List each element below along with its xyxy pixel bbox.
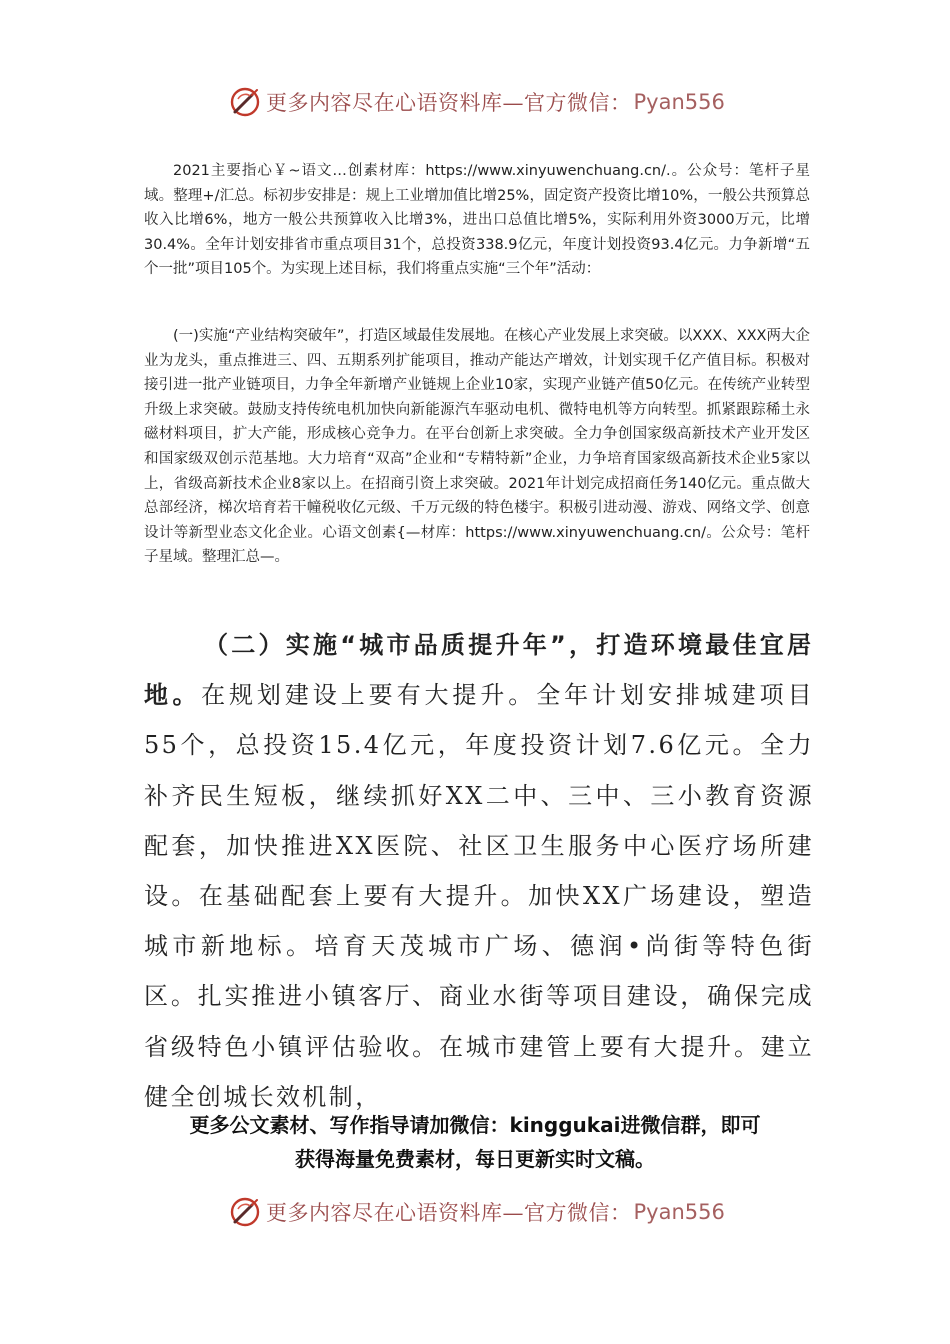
- section-two-heading: （二）实施“城市品质提升年”，打造环境最佳宜居地。: [144, 631, 814, 710]
- wechat-id: Pyan556: [633, 90, 725, 114]
- section-two-body: 在规划建设上要有大提升。全年计划安排城建项目55个，总投资15.4亿元，年度投资计划7.6亿元。全力补齐民生短板，继续抓好XX二中、三中、三小教育资源配套，加快推进XX医院、社区卫生服务中心医疗场所建设。在基础配套上要有大提升。加快XX广场建设，塑造城市新地标。培育天茂城市广场、德润•尚街等特色街区。扎实推进小镇客厅、商业水街等项目建设，确保完成省级特色小镇评估验收。在城市建管上要有大提升。建立健全创城长效机制，: [144, 681, 814, 1111]
- promo-line-2: 获得海量免费素材，每日更新实时文稿。: [295, 1147, 655, 1171]
- footer-banner: [0, 1192, 950, 1232]
- header-banner: [0, 82, 950, 122]
- wechat-id: Pyan556: [633, 1200, 725, 1224]
- pen-logo-icon: [228, 85, 262, 119]
- promo-block: [130, 1108, 820, 1176]
- intro-paragraph: 2021主要指心￥~语文…创素材库：https://www.xinyuwenchuang.cn/.。公众号：笔杆子星域。整理+/汇总。标初步安排是：规上工业增加值比增25%，固定资产投资比增10%，一般公共预算总收入比增6%，地方一般公共预算收入比增3%，进出口总值比增5%，实际利用外资3000万元，比增30.4%。全年计划安排省市重点项目31个，总投资338.9亿元，年度计划投资93.4亿元。力争新增“五个一批”项目105个。为实现上述目标，我们将重点实施“三个年”活动：: [144, 163, 810, 278]
- pen-logo-icon: [228, 1195, 262, 1229]
- promo-line-1: 更多公文素材、写作指导请加微信：kinggukai进微信群，即可: [189, 1113, 761, 1137]
- brand-text: 更多内容尽在心语资料库—官方微信：: [266, 91, 632, 115]
- section-two-paragraph: [144, 620, 814, 1122]
- brand-text: 更多内容尽在心语资料库—官方微信：: [266, 1201, 632, 1225]
- section-one-paragraph: (一)实施“产业结构突破年”，打造区域最佳发展地。在核心产业发展上求突破。以XXX、XXX两大企业为龙头，重点推进三、四、五期系列扩能项目，推动产能达产增效，计划实现千亿产值目标。积极对接引进一批产业链项目，力争全年新增产业链规上企业10家，实现产业链产值50亿元。在传统产业转型升级上求突破。鼓励支持传统电机加快向新能源汽车驱动电机、微特电机等方向转型。抓紧跟踪稀土永磁材料项目，扩大产能，形成核心竞争力。在平台创新上求突破。全力争创国家级高新技术产业开发区和国家级双创示范基地。大力培育“双高”企业和“专精特新”企业，力争培育国家级高新技术企业5家以上，省级高新技术企业8家以上。在招商引资上求突破。2021年计划完成招商任务140亿元。重点做大总部经济，梯次培育若干幢税收亿元级、千万元级的特色楼宇。积极引进动漫、游戏、网络文学、创意设计等新型业态文化企业。心语文创素{—材库：https://www.xinyuwenchuang.cn/。公众号：笔杆子星域。整理汇总—。: [144, 328, 810, 566]
